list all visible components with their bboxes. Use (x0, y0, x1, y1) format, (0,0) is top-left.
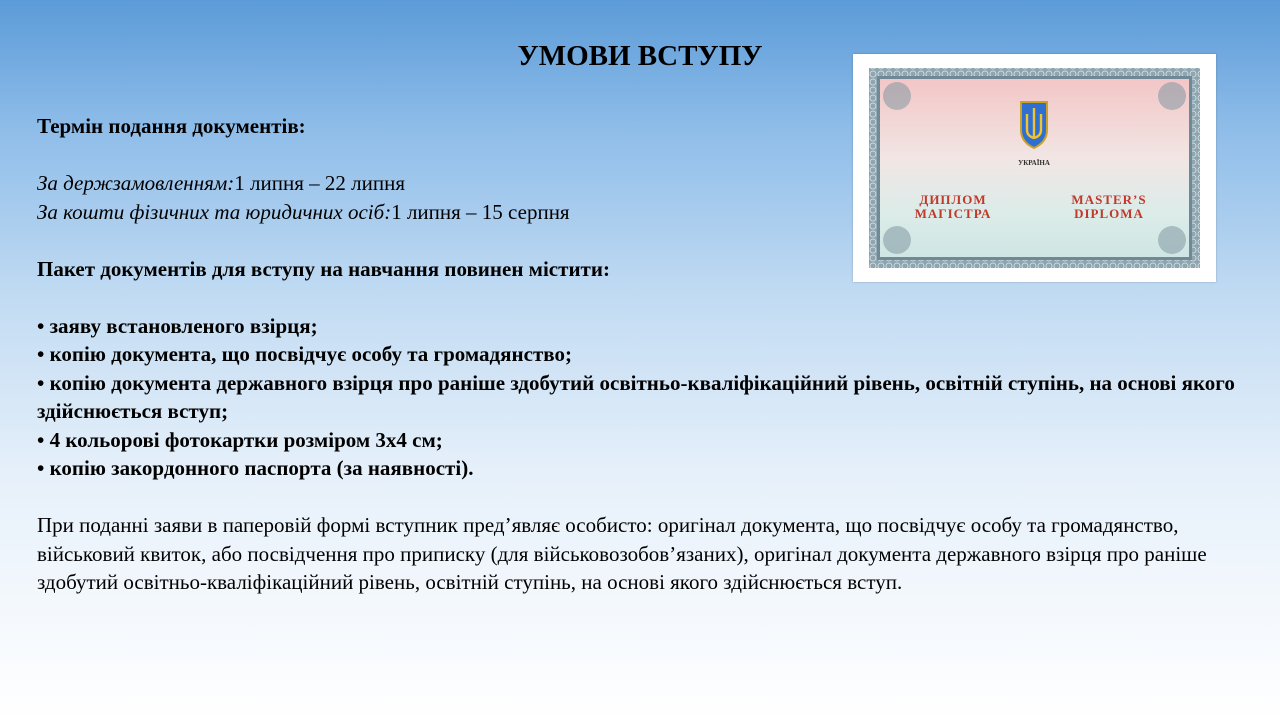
list-item: • копію документа, що посвідчує особу та громадянство; (37, 342, 572, 366)
list-item: • 4 кольорові фотокартки розміром 3х4 см; (37, 427, 443, 452)
spacer (37, 283, 1257, 312)
list-item: • копію документа державного взірця про раніше здобутий освітньо-кваліфікаційний рівень, освітній ступінь, на основі якого здійснюється вступ; (37, 370, 1235, 423)
deadline-heading: Термін подання документів: (37, 114, 306, 138)
diploma-title-ua-2: МАГІСТРА (914, 206, 992, 221)
state-order-label: За держзамовленням: (37, 171, 235, 195)
diploma-country: УКРАЇНА (1018, 159, 1050, 167)
list-item: • копію закордонного паспорта (за наявності). (37, 456, 474, 480)
list-item: • заяву встановленого взірця; (37, 313, 318, 338)
contract-dates: 1 липня – 15 серпня (391, 199, 570, 224)
coat-of-arms-icon (1021, 102, 1047, 148)
diploma-title-en-2: DIPLOMA (1074, 206, 1144, 221)
diploma-title-ua-1: ДИПЛОМ (919, 192, 987, 207)
spacer (37, 483, 1257, 512)
paper-submission-note: При поданні заяви в паперовій формі вступник пред’являє особисто: оригінал документа, що посвідчує особу та громадянство, військовий квиток, або посвідчення про приписку (для військовозобов’язаних), оригінал документа державного взірця про раніше здобутий освітньо-кваліфікаційний рівень, освітній ступінь, на основі якого здійснюється вступ. (37, 513, 1207, 594)
package-heading: Пакет документів для вступу на навчання повинен містити: (37, 256, 610, 281)
page-title: УМОВИ ВСТУПУ (517, 40, 763, 72)
contract-label: За кошти фізичних та юридичних осіб: (37, 199, 392, 224)
diploma-image (853, 54, 1216, 282)
diploma-title-en-1: MASTER’S (1071, 192, 1147, 207)
state-order-dates: 1 липня – 22 липня (234, 171, 406, 195)
